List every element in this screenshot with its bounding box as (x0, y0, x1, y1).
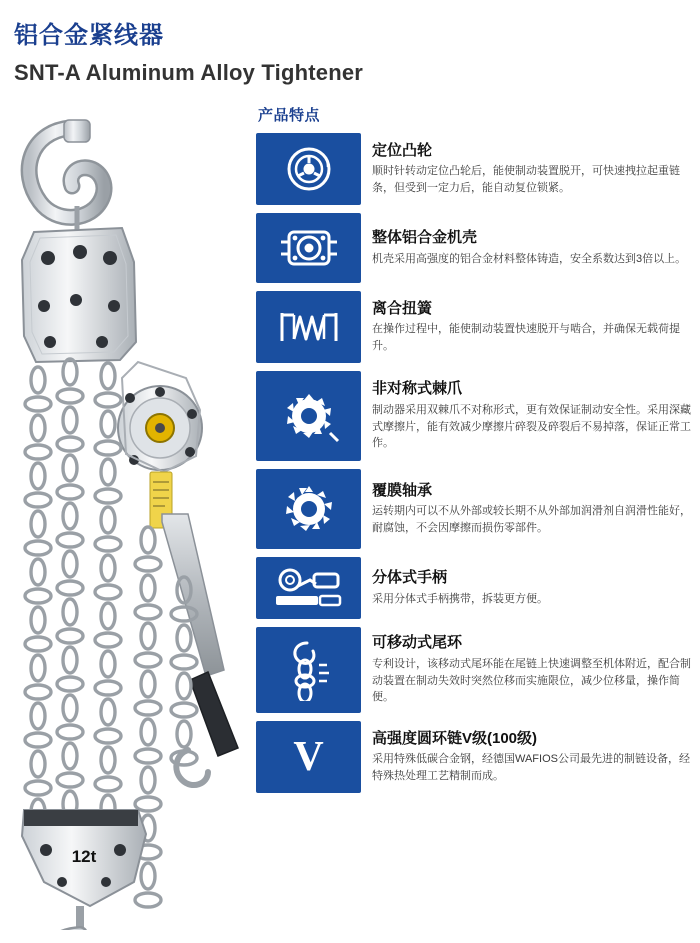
feature-item-asymmetric-pawl (256, 371, 692, 461)
feature-text (361, 371, 692, 461)
feature-desc: 运转期内可以不从外部或较长期不从外部加润滑剂自润滑性能好，耐腐蚀，不会因摩擦而损伤零部件。 (372, 505, 691, 534)
feature-title: 可移动式尾环 (372, 634, 463, 652)
feature-desc: 专利设计，该移动式尾环能在尾链上快速调整至机体附近，配合制动装置在制动失效时突然位移而实施限位，减少位移量，操作简便。 (372, 658, 691, 704)
feature-item-clutch-spring (256, 291, 692, 363)
page-title-en: SNT-A Aluminum Alloy Tightener (14, 59, 364, 85)
feature-text (361, 721, 692, 793)
feature-desc: 顺时针转动定位凸轮后，能使制动装置脱开，可快速拽拉起重链条，但受到一定力后，能自动复位锁紧。 (372, 165, 680, 194)
feature-desc: 采用分体式手柄携带，拆装更方便。 (372, 592, 548, 605)
clutch-spring-icon (276, 305, 342, 349)
feature-item-movable-tail-ring (256, 627, 692, 713)
page-header (14, 22, 686, 85)
feature-text (361, 627, 692, 713)
feature-desc: 机壳采用高强度的铝合金材料整体铸造，安全系数达到3倍以上。 (372, 252, 687, 265)
feature-icon-box (256, 557, 361, 619)
feature-title: 分体式手柄 (372, 568, 448, 586)
feature-item-positioning-cam (256, 133, 692, 205)
feature-icon-box (256, 291, 361, 363)
feature-icon-box (256, 213, 361, 283)
feature-item-detachable-handle (256, 557, 692, 619)
feature-title: 高强度圆环链V级(100级) (372, 729, 538, 747)
feature-desc: 制动器采用双棘爪不对称形式，更有效保证制动安全性。采用深藏式摩擦片，能有效减少摩擦片碎裂及碎裂后不易掉落，保证正常工作。 (372, 404, 691, 450)
features-heading: 产品特点 (258, 107, 321, 124)
feature-title: 定位凸轮 (372, 141, 433, 159)
feature-text (361, 469, 692, 549)
feature-icon-box (256, 627, 361, 713)
feature-desc: 在操作过程中，能使制动装置快速脱开与啮合，并确保无载荷提升。 (372, 323, 680, 352)
feature-text (361, 133, 692, 205)
feature-text (361, 291, 692, 363)
aluminum-housing-icon (279, 224, 339, 272)
feature-text (361, 213, 692, 283)
feature-icon-box (256, 133, 361, 205)
feature-text (361, 557, 692, 619)
features-column (256, 104, 692, 801)
grade-v-chain-icon: V (293, 734, 324, 780)
feature-title: 整体铝合金机壳 (372, 228, 478, 246)
product-capacity-label: 12t (71, 847, 97, 866)
positioning-cam-icon (280, 144, 338, 194)
product-illustration-svg (10, 110, 250, 930)
feature-item-aluminum-housing (256, 213, 692, 283)
feature-title: 覆膜轴承 (372, 481, 433, 499)
feature-title: 离合扭簧 (372, 299, 433, 317)
product-image (10, 110, 250, 930)
movable-tail-ring-icon (283, 639, 335, 701)
asymmetric-pawl-icon (278, 389, 340, 443)
feature-item-coated-bearing (256, 469, 692, 549)
feature-icon-box (256, 371, 361, 461)
detachable-handle-icon (270, 566, 348, 610)
feature-title: 非对称式棘爪 (372, 380, 463, 398)
feature-icon-box (256, 469, 361, 549)
feature-icon-box (256, 721, 361, 793)
coated-bearing-icon (280, 483, 338, 535)
feature-desc: 采用特殊低碳合金钢，经德国WAFIOS公司最先进的制链设备，经特殊热处理工艺精制而成。 (372, 753, 690, 782)
feature-item-grade-v-chain (256, 721, 692, 793)
page-title-cn: 铝合金紧线器 (14, 22, 164, 49)
